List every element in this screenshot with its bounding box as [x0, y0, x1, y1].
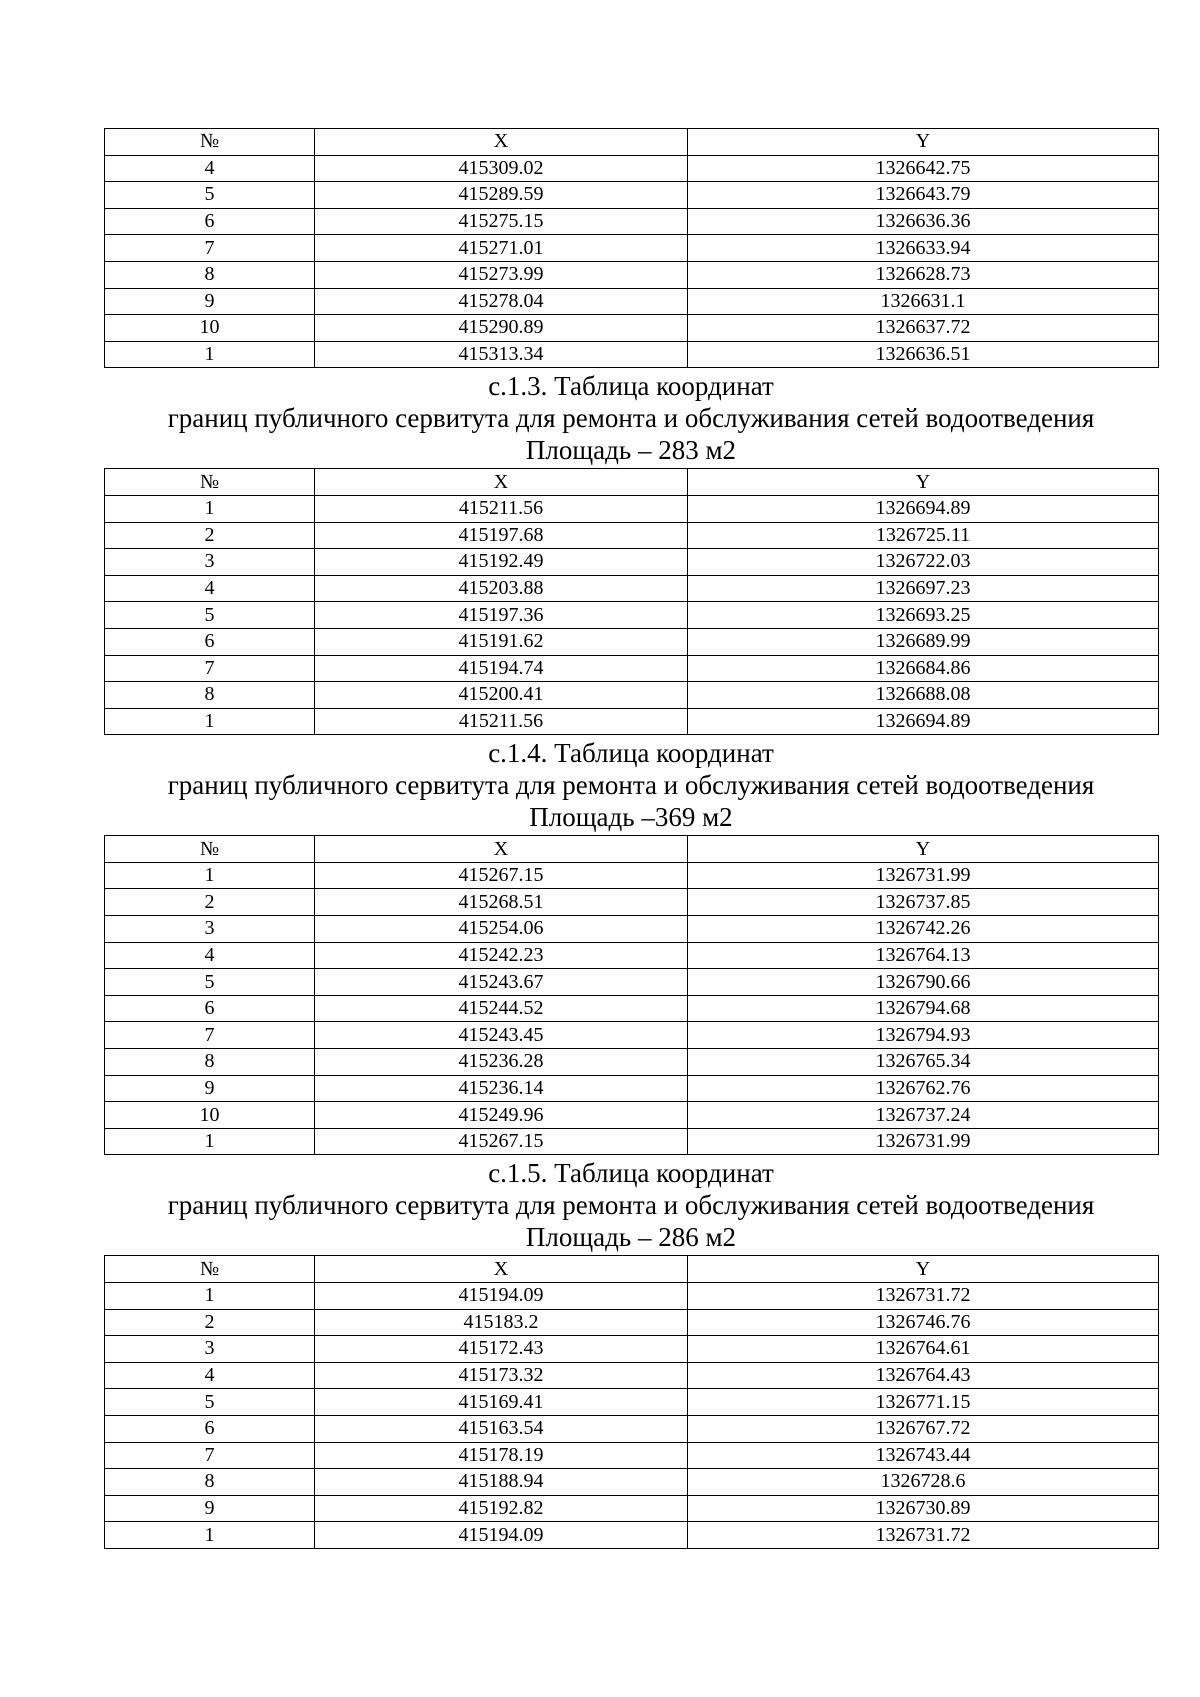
cell-y: 1326765.34 [688, 1049, 1159, 1076]
header-num: № [105, 836, 315, 863]
cell-x: 415194.09 [315, 1522, 688, 1549]
header-y: Y [688, 129, 1159, 156]
cell-y: 1326771.15 [688, 1389, 1159, 1416]
table-row [105, 1336, 1159, 1363]
cell-x: 415289.59 [315, 182, 688, 209]
table-row [105, 602, 1159, 629]
table-row [105, 288, 1159, 315]
cell-num: 7 [105, 655, 315, 682]
table-row [105, 315, 1159, 342]
table-row [105, 1283, 1159, 1310]
cell-x: 415244.52 [315, 995, 688, 1022]
table-row [105, 549, 1159, 576]
table-row [105, 261, 1159, 288]
table-header-row [105, 129, 1159, 156]
section-area: Площадь –369 м2 [529, 802, 733, 833]
cell-y: 1326689.99 [688, 628, 1159, 655]
cell-num: 4 [105, 155, 315, 182]
cell-x: 415243.45 [315, 1022, 688, 1049]
table-row [105, 495, 1159, 522]
cell-x: 415313.34 [315, 341, 688, 368]
cell-num: 4 [105, 1362, 315, 1389]
cell-num: 4 [105, 575, 315, 602]
cell-x: 415254.06 [315, 916, 688, 943]
cell-num: 7 [105, 1442, 315, 1469]
cell-num: 8 [105, 1049, 315, 1076]
coordinates-table [104, 128, 1159, 368]
cell-y: 1326731.99 [688, 862, 1159, 889]
table-row [105, 1389, 1159, 1416]
cell-y: 1326697.23 [688, 575, 1159, 602]
coordinates-table [104, 835, 1159, 1155]
table-row [105, 208, 1159, 235]
table-row [105, 575, 1159, 602]
table-row [105, 1362, 1159, 1389]
cell-x: 415267.15 [315, 1128, 688, 1155]
cell-x: 415163.54 [315, 1415, 688, 1442]
table-row [105, 862, 1159, 889]
cell-num: 1 [105, 708, 315, 735]
cell-num: 9 [105, 288, 315, 315]
cell-y: 1326725.11 [688, 522, 1159, 549]
cell-y: 1326684.86 [688, 655, 1159, 682]
cell-y: 1326794.68 [688, 995, 1159, 1022]
cell-y: 1326794.93 [688, 1022, 1159, 1049]
table-heading [104, 370, 1158, 466]
cell-y: 1326643.79 [688, 182, 1159, 209]
header-num: № [105, 1256, 315, 1283]
cell-x: 415249.96 [315, 1102, 688, 1129]
table-header-row [105, 469, 1159, 496]
cell-num: 2 [105, 1309, 315, 1336]
cell-x: 415275.15 [315, 208, 688, 235]
table-row [105, 1075, 1159, 1102]
table-row [105, 1309, 1159, 1336]
table-row [105, 1049, 1159, 1076]
cell-y: 1326743.44 [688, 1442, 1159, 1469]
table-row [105, 682, 1159, 709]
cell-y: 1326631.1 [688, 288, 1159, 315]
table-row [105, 628, 1159, 655]
header-y: Y [688, 469, 1159, 496]
cell-y: 1326688.08 [688, 682, 1159, 709]
header-y: Y [688, 1256, 1159, 1283]
table-row [105, 1128, 1159, 1155]
cell-y: 1326694.89 [688, 708, 1159, 735]
cell-x: 415243.67 [315, 969, 688, 996]
cell-x: 415192.49 [315, 549, 688, 576]
table-row [105, 708, 1159, 735]
cell-x: 415268.51 [315, 889, 688, 916]
table-header-row [105, 836, 1159, 863]
cell-num: 6 [105, 1415, 315, 1442]
cell-num: 9 [105, 1495, 315, 1522]
cell-y: 1326764.43 [688, 1362, 1159, 1389]
section-title: с.1.5. Таблица координат [488, 1158, 774, 1189]
table-row [105, 1022, 1159, 1049]
cell-y: 1326722.03 [688, 549, 1159, 576]
table-row [105, 916, 1159, 943]
header-x: X [315, 469, 688, 496]
cell-num: 8 [105, 261, 315, 288]
cell-x: 415203.88 [315, 575, 688, 602]
cell-num: 5 [105, 1389, 315, 1416]
cell-y: 1326742.26 [688, 916, 1159, 943]
cell-num: 7 [105, 1022, 315, 1049]
cell-y: 1326731.72 [688, 1522, 1159, 1549]
cell-num: 8 [105, 1469, 315, 1496]
cell-x: 415242.23 [315, 942, 688, 969]
cell-num: 1 [105, 1522, 315, 1549]
cell-num: 2 [105, 889, 315, 916]
section-subtitle: границ публичного сервитута для ремонта и обслуживания сетей водоотведения [167, 1190, 1095, 1221]
cell-num: 6 [105, 208, 315, 235]
table-row [105, 655, 1159, 682]
cell-num: 6 [105, 995, 315, 1022]
cell-x: 415192.82 [315, 1495, 688, 1522]
cell-num: 1 [105, 1283, 315, 1310]
coordinates-table [104, 468, 1159, 735]
table-row [105, 995, 1159, 1022]
cell-num: 10 [105, 315, 315, 342]
cell-y: 1326731.99 [688, 1128, 1159, 1155]
cell-x: 415278.04 [315, 288, 688, 315]
cell-num: 5 [105, 182, 315, 209]
table-row [105, 1415, 1159, 1442]
cell-y: 1326642.75 [688, 155, 1159, 182]
cell-num: 7 [105, 235, 315, 262]
cell-x: 415188.94 [315, 1469, 688, 1496]
table-row [105, 1495, 1159, 1522]
cell-num: 1 [105, 862, 315, 889]
cell-num: 3 [105, 916, 315, 943]
table-row [105, 1522, 1159, 1549]
cell-y: 1326737.24 [688, 1102, 1159, 1129]
document-page [104, 128, 1158, 1549]
table-row [105, 155, 1159, 182]
table-row [105, 1102, 1159, 1129]
cell-y: 1326790.66 [688, 969, 1159, 996]
cell-y: 1326767.72 [688, 1415, 1159, 1442]
cell-num: 3 [105, 1336, 315, 1363]
cell-num: 10 [105, 1102, 315, 1129]
header-x: X [315, 129, 688, 156]
cell-num: 5 [105, 969, 315, 996]
cell-x: 415236.14 [315, 1075, 688, 1102]
table-row [105, 182, 1159, 209]
cell-y: 1326764.61 [688, 1336, 1159, 1363]
section-area: Площадь – 283 м2 [525, 435, 737, 466]
cell-num: 5 [105, 602, 315, 629]
table-header-row [105, 1256, 1159, 1283]
table-row [105, 1469, 1159, 1496]
cell-y: 1326730.89 [688, 1495, 1159, 1522]
cell-y: 1326728.6 [688, 1469, 1159, 1496]
cell-y: 1326746.76 [688, 1309, 1159, 1336]
cell-y: 1326636.51 [688, 341, 1159, 368]
header-num: № [105, 129, 315, 156]
cell-x: 415267.15 [315, 862, 688, 889]
cell-x: 415172.43 [315, 1336, 688, 1363]
cell-y: 1326637.72 [688, 315, 1159, 342]
cell-x: 415173.32 [315, 1362, 688, 1389]
cell-x: 415200.41 [315, 682, 688, 709]
cell-x: 415191.62 [315, 628, 688, 655]
cell-num: 2 [105, 522, 315, 549]
table-row [105, 1442, 1159, 1469]
cell-num: 3 [105, 549, 315, 576]
cell-x: 415197.36 [315, 602, 688, 629]
header-num: № [105, 469, 315, 496]
section-title: с.1.4. Таблица координат [488, 738, 774, 769]
coordinates-table [104, 1255, 1159, 1549]
cell-y: 1326693.25 [688, 602, 1159, 629]
cell-y: 1326762.76 [688, 1075, 1159, 1102]
cell-x: 415309.02 [315, 155, 688, 182]
table-row [105, 942, 1159, 969]
header-x: X [315, 1256, 688, 1283]
cell-x: 415194.09 [315, 1283, 688, 1310]
cell-y: 1326737.85 [688, 889, 1159, 916]
cell-x: 415169.41 [315, 1389, 688, 1416]
table-row [105, 969, 1159, 996]
header-y: Y [688, 836, 1159, 863]
cell-num: 4 [105, 942, 315, 969]
cell-x: 415236.28 [315, 1049, 688, 1076]
table-heading [104, 737, 1158, 833]
section-area: Площадь – 286 м2 [525, 1222, 737, 1253]
cell-num: 1 [105, 341, 315, 368]
cell-x: 415194.74 [315, 655, 688, 682]
cell-num: 8 [105, 682, 315, 709]
header-x: X [315, 836, 688, 863]
cell-y: 1326694.89 [688, 495, 1159, 522]
cell-num: 6 [105, 628, 315, 655]
cell-x: 415290.89 [315, 315, 688, 342]
table-heading [104, 1157, 1158, 1253]
cell-num: 9 [105, 1075, 315, 1102]
cell-x: 415273.99 [315, 261, 688, 288]
cell-x: 415211.56 [315, 708, 688, 735]
table-row [105, 522, 1159, 549]
table-row [105, 341, 1159, 368]
section-subtitle: границ публичного сервитута для ремонта и обслуживания сетей водоотведения [167, 770, 1095, 801]
cell-y: 1326628.73 [688, 261, 1159, 288]
cell-y: 1326633.94 [688, 235, 1159, 262]
cell-num: 1 [105, 1128, 315, 1155]
cell-y: 1326636.36 [688, 208, 1159, 235]
cell-y: 1326731.72 [688, 1283, 1159, 1310]
cell-x: 415197.68 [315, 522, 688, 549]
table-row [105, 889, 1159, 916]
section-title: с.1.3. Таблица координат [488, 371, 774, 402]
cell-y: 1326764.13 [688, 942, 1159, 969]
cell-x: 415183.2 [315, 1309, 688, 1336]
cell-x: 415178.19 [315, 1442, 688, 1469]
section-subtitle: границ публичного сервитута для ремонта и обслуживания сетей водоотведения [167, 403, 1095, 434]
cell-x: 415271.01 [315, 235, 688, 262]
table-row [105, 235, 1159, 262]
cell-x: 415211.56 [315, 495, 688, 522]
cell-num: 1 [105, 495, 315, 522]
